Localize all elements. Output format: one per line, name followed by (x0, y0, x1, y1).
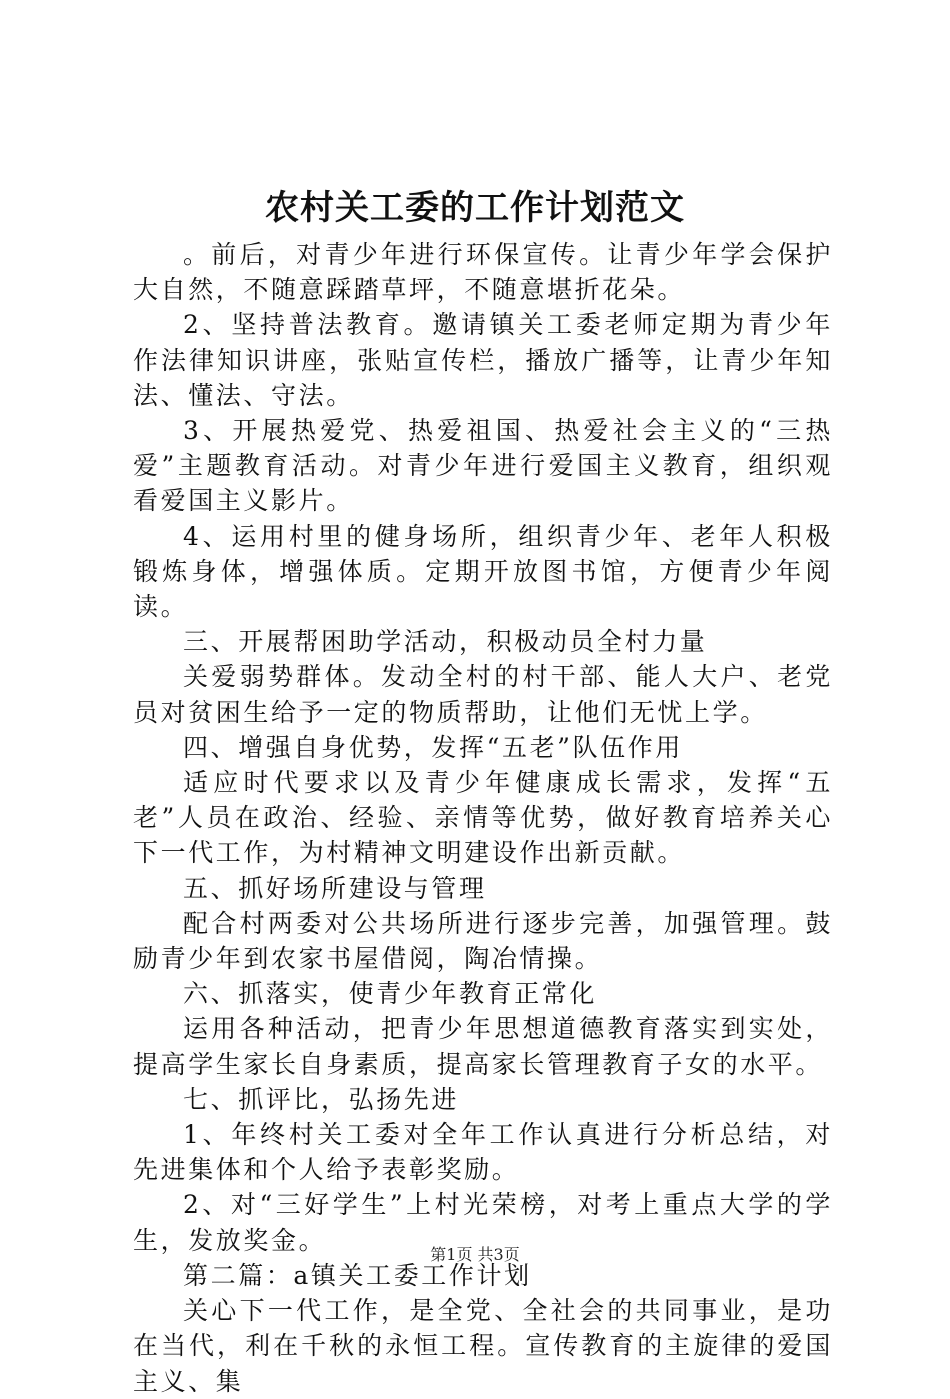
paragraph: 关爱弱势群体。发动全村的村干部、能人大户、老党员对贫困生给予一定的物质帮助，让他们无忧上学。 (133, 662, 833, 727)
paragraph: 运用各种活动，把青少年思想道德教育落实到实处，提高学生家长自身素质，提高家长管理教育子女的水平。 (133, 1014, 833, 1079)
paragraph: 配合村两委对公共场所进行逐步完善，加强管理。鼓励青少年到农家书屋借阅，陶冶情操。 (133, 908, 833, 974)
section-heading: 第二篇：a镇关工委工作计划 (183, 1260, 532, 1290)
paragraph: 4、运用村里的健身场所，组织青少年、老年人积极锻炼身体，增强体质。定期开放图书馆，方便青少年阅读。 (133, 521, 833, 622)
section-heading: 三、开展帮困助学活动，积极动员全村力量 (183, 627, 708, 657)
section-heading: 七、抓评比，弘扬先进 (183, 1084, 460, 1114)
document-body (133, 237, 833, 1399)
document-title: 农村关工委的工作计划范文 (265, 188, 685, 228)
paragraph: 适应时代要求以及青少年健康成长需求，发挥“五老”人员在政治、经验、亲情等优势，做好教育培养关心下一代工作，为村精神文明建设作出新贡献。 (133, 768, 833, 868)
paragraph: 2、对“三好学生”上村光荣榜，对考上重点大学的学生，发放奖金。 (133, 1190, 833, 1255)
paragraph: 3、开展热爱党、热爱祖国、热爱社会主义的“三热爱”主题教育活动。对青少年进行爱国主义教育，组织观看爱国主义影片。 (133, 416, 833, 516)
section-heading: 六、抓落实，使青少年教育正常化 (183, 979, 598, 1009)
paragraph: 。前后，对青少年进行环保宣传。让青少年学会保护大自然，不随意踩踏草坪，不随意堪折花朵。 (133, 240, 833, 305)
paragraph: 1、年终村关工委对全年工作认真进行分析总结，对先进集体和个人给予表彰奖励。 (133, 1120, 833, 1185)
page-number-footer: 第1页 共3页 (430, 1245, 520, 1264)
paragraph: 2、坚持普法教育。邀请镇关工委老师定期为青少年作法律知识讲座，张贴宣传栏，播放广播等，让青少年知法、懂法、守法。 (133, 310, 833, 410)
section-heading: 四、增强自身优势，发挥“五老”队伍作用 (183, 732, 683, 762)
paragraph: 关心下一代工作，是全党、全社会的共同事业，是功在当代，利在千秋的永恒工程。宣传教育的主旋律的爱国主义、集 (133, 1296, 833, 1396)
section-heading: 五、抓好场所建设与管理 (183, 873, 487, 903)
